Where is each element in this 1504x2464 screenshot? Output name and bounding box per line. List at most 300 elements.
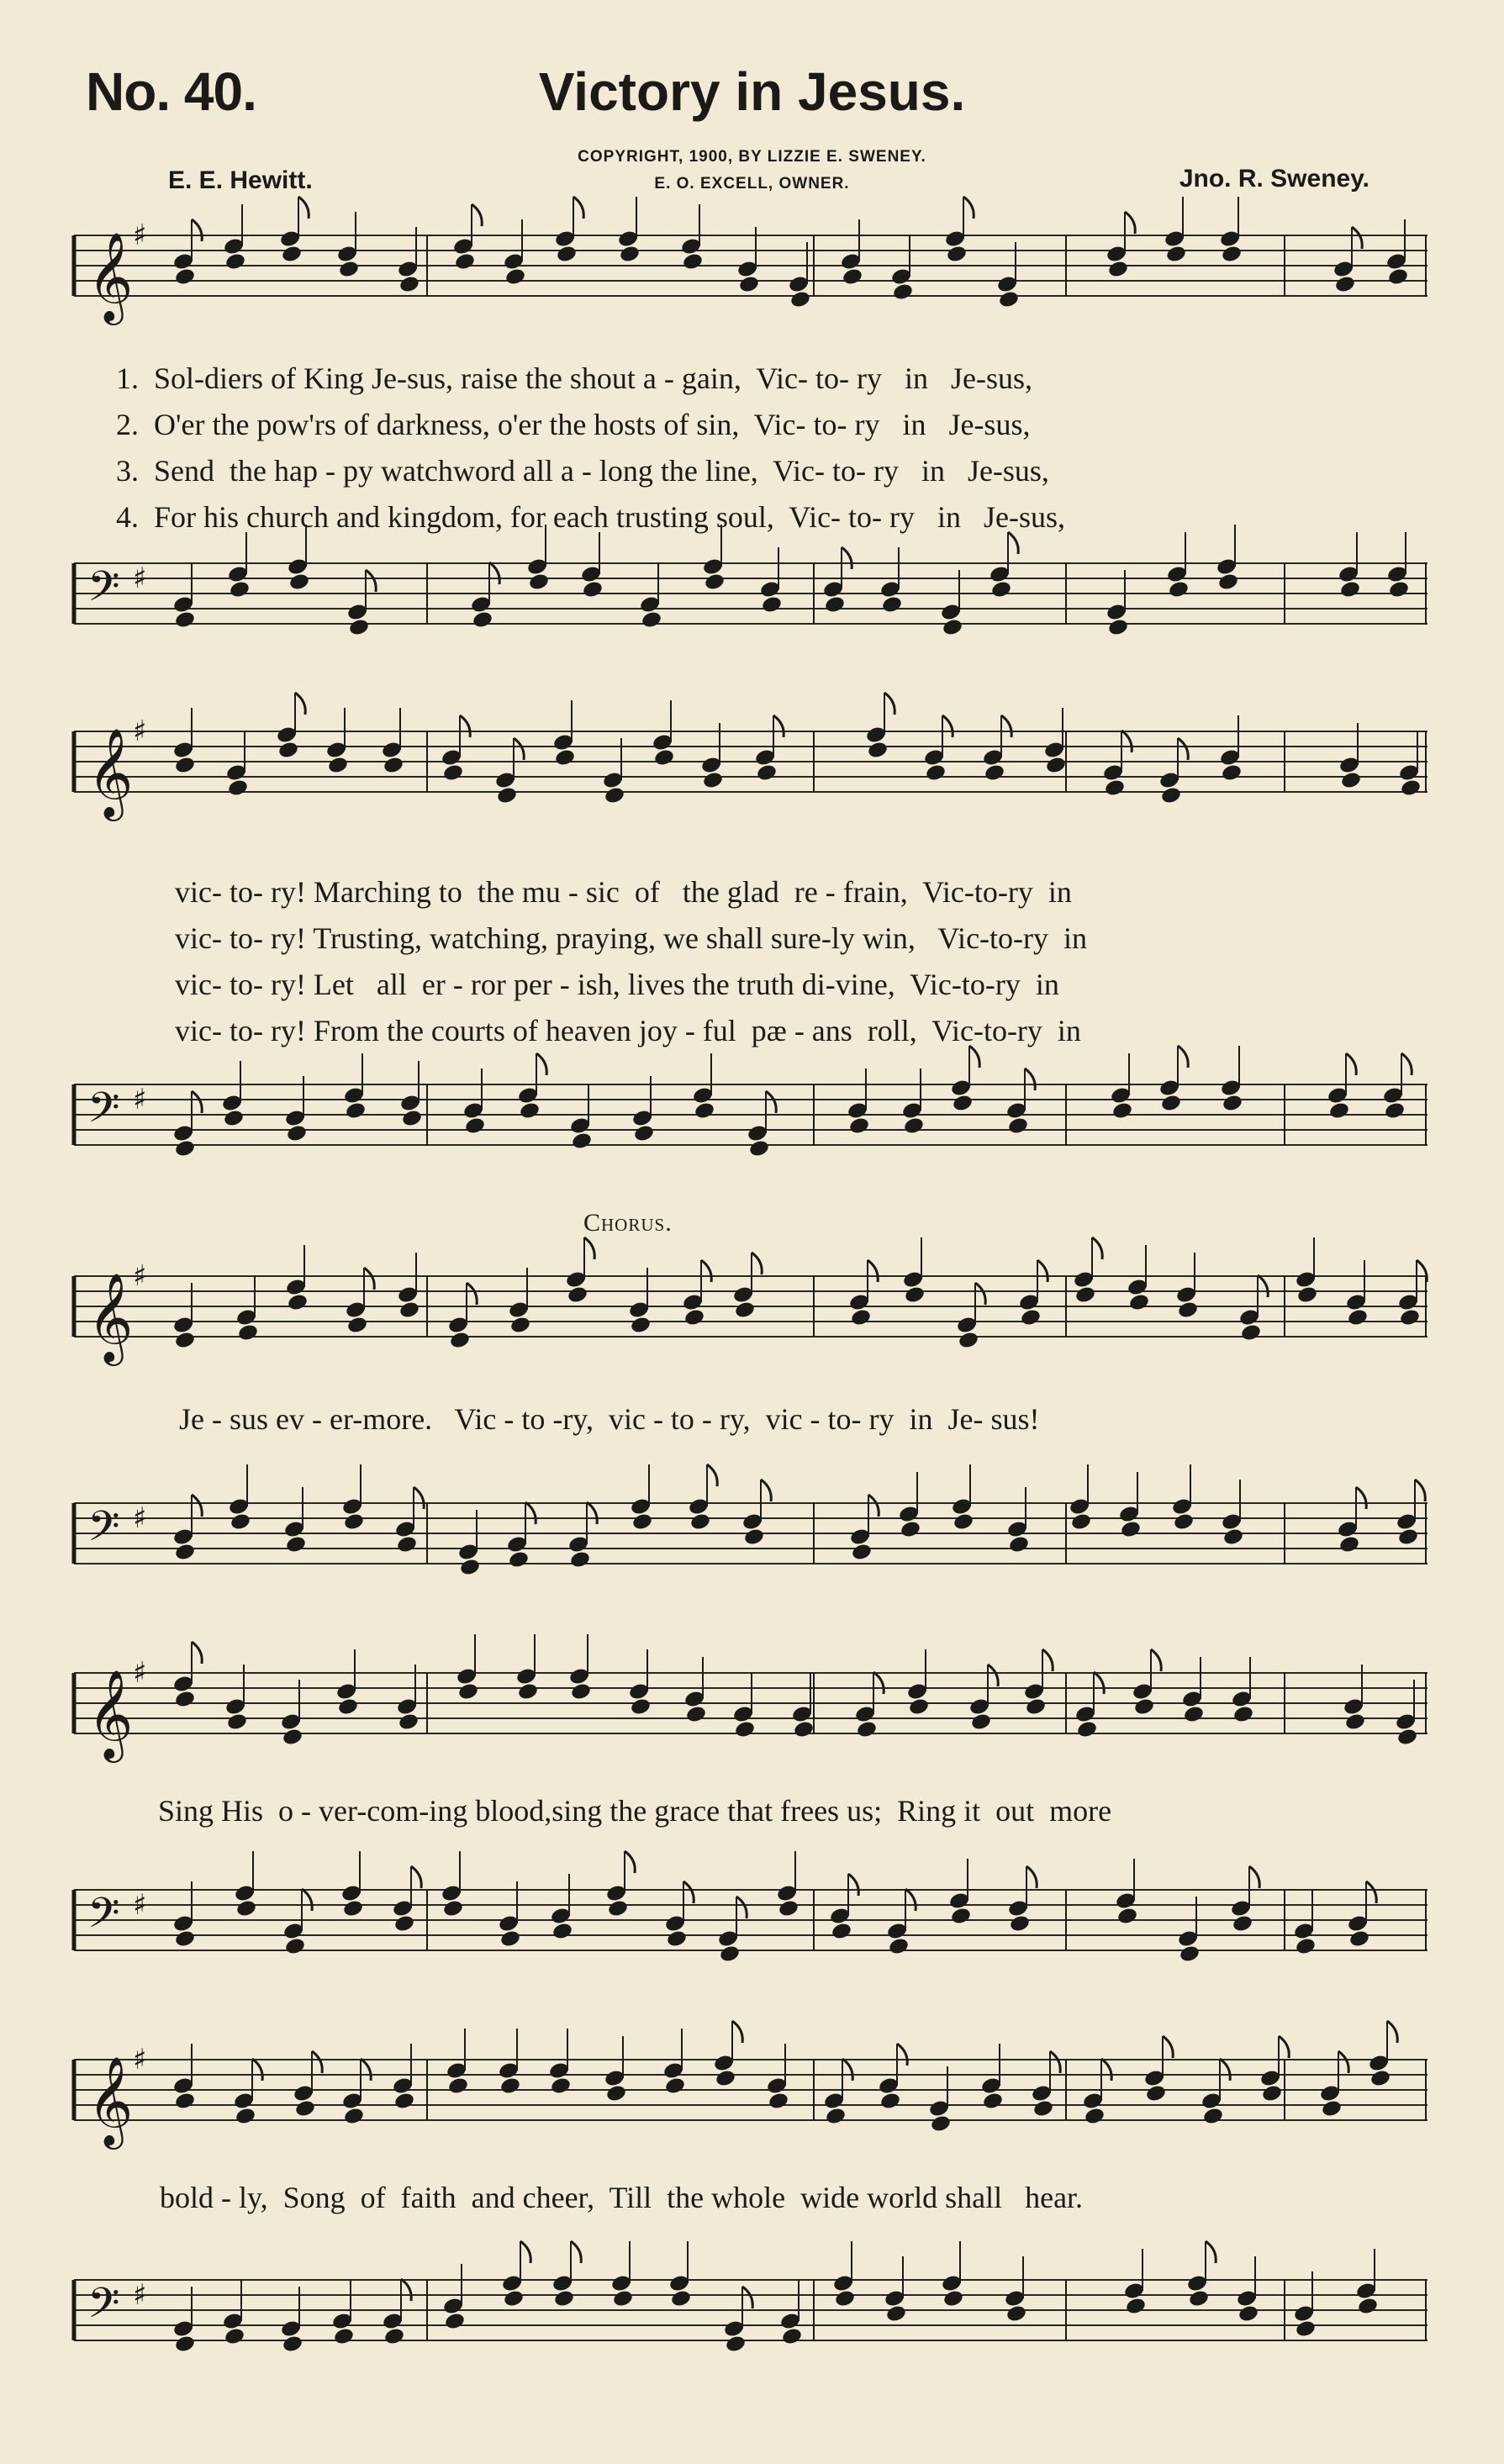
note-head [850,1308,872,1327]
note-head [464,1116,486,1136]
note-flag [295,693,305,715]
chorus-line-3: bold - ly, Song of faith and cheer, Till the whole wide world shall hear. [160,2181,1084,2214]
note-flag [1352,227,1362,249]
note-head [528,572,550,592]
note-flag [525,1502,536,1524]
note-head [1168,580,1190,599]
note-head [457,1682,479,1702]
note-head [237,1323,259,1343]
note-flag [701,1260,711,1282]
note-flag [472,204,482,226]
note-head [174,267,196,287]
verse-2-line-1: 2. O'er the pow'rs of darkness, o'er the hosts of sin, Vic- to- ry in Je-sus, [116,408,1031,441]
note-head [503,2289,525,2308]
note-head [1145,2084,1167,2103]
note-head [1295,2319,1317,2339]
note-head [1160,1094,1182,1113]
note-head [761,595,783,615]
note-head [472,610,493,630]
author-credit: E. E. Hewitt. [168,166,313,194]
note-head [282,1728,303,1747]
note-head [517,1682,539,1702]
note-flag [1001,715,1011,737]
note-head [1296,1285,1318,1305]
note-head [519,1101,541,1121]
treble-staff [74,1258,1427,1362]
note-head [224,2327,245,2346]
treble-staff [74,2042,1427,2145]
note-head [1074,1285,1096,1305]
note-head [715,2069,736,2088]
note-head [702,771,724,790]
note-head [1188,2289,1210,2308]
note-head [641,610,662,630]
chorus-line-1: Je - sus ev - er-more. Vic - to -ry, vic - to - ry, vic - to- ry in Je- sus! [179,1402,1040,1436]
note-head [499,2076,521,2096]
note-head [398,1301,420,1320]
note-head [447,2076,469,2096]
note-head [396,1535,418,1554]
note-flag [1042,1649,1053,1671]
note-flag [1008,532,1018,554]
note-head [958,1331,979,1350]
note-flag [1356,1487,1366,1509]
note-head [235,1899,257,1918]
note-head [930,2114,952,2134]
verse-1-line-1: 1. Sol-diers of King Je-sus, raise the shout a - gain, Vic- to- ry in Je-sus, [116,361,1033,395]
note-head [286,1124,308,1143]
note-flag [905,1889,916,1911]
treble-clef-icon: 𝄞 [87,727,134,817]
note-head [508,1550,530,1570]
note-head [454,252,476,272]
note-flag [411,1866,421,1888]
note-head [664,2076,686,2096]
note-head [904,1285,926,1305]
note-head [982,2092,1004,2111]
note-head [383,756,404,775]
note-flag [1220,2059,1230,2081]
note-flag [963,197,974,219]
note-head [970,1712,992,1732]
bass-staff [74,2271,1427,2364]
note-head [950,1907,972,1926]
note-flag [1101,2059,1111,2081]
note-head [1232,1705,1254,1724]
note-head [401,1109,423,1128]
bass-clef-icon: 𝄢 [87,2279,120,2338]
verse-2-line-2: vic- to- ry! Trusting, watching, praying, we shall sure-ly win, Vic-to-ry in [175,921,1088,955]
sharp-icon: ♯ [133,1655,147,1690]
note-head [509,1316,531,1335]
note-flag [766,1091,776,1113]
note-head [571,1132,593,1151]
bass-staff [74,1076,1427,1169]
note-head [683,1308,705,1327]
note-head [885,2304,907,2324]
note-head [900,1520,921,1539]
chorus-line-2: Sing His o - ver-com-ing blood,sing the grace that frees us; Ring it out more [158,1794,1112,1828]
note-head [444,2312,466,2331]
sharp-icon: ♯ [133,561,147,595]
note-flag [1279,2036,1289,2058]
note-flag [1025,1068,1035,1090]
note-head [338,260,360,279]
note-head [1202,2107,1224,2126]
note-head [174,1139,196,1158]
note-head [285,1535,307,1554]
note-head [224,252,246,272]
note-head [942,618,963,637]
note-head [630,1697,652,1717]
note-flag [302,1889,312,1911]
hymn-title: Victory in Jesus. [538,61,966,122]
note-flag [1151,1649,1161,1671]
note-head [1221,763,1243,783]
note-head [1340,771,1362,790]
note-head [856,1720,878,1739]
treble-clef-icon: 𝄞 [87,2055,134,2145]
note-flag [975,1283,985,1305]
note-head [1240,1323,1262,1343]
note-flag [1346,1053,1356,1075]
note-flag [192,219,202,241]
note-flag [742,2287,752,2308]
note-head [1338,1535,1360,1554]
note-head [223,1109,245,1128]
sharp-icon: ♯ [133,1082,147,1116]
note-head [1008,1535,1030,1554]
note-head [851,1543,873,1562]
note-flag [1338,2051,1348,2073]
note-head [1009,1914,1031,1934]
note-head [1347,1308,1369,1327]
note-head [383,2327,405,2346]
note-head [1183,1705,1205,1724]
note-head [1032,2099,1054,2118]
note-head [1160,786,1182,805]
note-flag [414,1487,424,1509]
note-flag [460,715,470,737]
note-head [834,2289,856,2308]
note-head [393,2092,415,2111]
note-head [459,1558,481,1577]
note-head [342,1899,364,1918]
bass-staff [74,1881,1427,1974]
verse-3-line-1: 3. Send the hap - py watchword all a - long the line, Vic- to- ry in Je-sus, [116,454,1049,488]
note-head [633,1124,655,1143]
note-head [824,595,846,615]
verse-1-line-2: vic- to- ry! Marching to the mu - sic of the glad re - frain, Vic-to-ry in [175,875,1072,909]
note-head [984,763,1005,783]
note-head [685,1705,707,1724]
note-flag [298,197,309,219]
note-head [496,786,518,805]
sharp-icon: ♯ [133,2277,147,2312]
note-head [449,1331,471,1350]
note-head [1111,1101,1133,1121]
note-flag [1026,1866,1037,1888]
note-head [1005,2304,1027,2324]
note-head [174,2092,196,2111]
note-head [1165,245,1187,264]
note-head [607,1899,629,1918]
note-head [998,290,1020,309]
note-flag [761,1480,771,1501]
note-flag [1163,2036,1173,2058]
note-head [605,2084,627,2103]
note-flag [366,570,376,592]
verse-3-line-2: vic- to- ry! Let all er - ror per - ish, lives the truth di-vine, Vic-to-ry in [175,968,1059,1001]
note-head [345,1101,367,1121]
note-head [282,2335,303,2354]
note-head [831,1922,852,1941]
composer-credit: Jno. R. Sweney. [1179,165,1369,193]
note-head [881,595,903,615]
hymn-number: No. 40. [86,61,256,122]
music-system-4 [74,1655,1427,1984]
note-head [343,1512,365,1532]
note-head [1339,580,1361,599]
note-head [789,290,811,309]
note-head [227,778,249,798]
note-head [1007,1116,1029,1136]
note-head [1084,2107,1106,2126]
treble-staff [74,714,1427,817]
note-head [990,580,1012,599]
music-system-1 [74,218,1427,656]
note-head [888,1937,910,1956]
note-head [327,756,349,775]
note-head [1396,1728,1418,1747]
note-flag [1401,1053,1412,1075]
note-flag [571,2241,581,2263]
verse-4-line-2: vic- to- ry! From the courts of heaven joy - ful pæ - ans roll, Vic-to-ry in [175,1014,1081,1047]
note-flag [192,1091,202,1113]
note-head [1232,1914,1253,1934]
note-head [781,2327,803,2346]
note-flag [514,738,524,760]
note-head [1020,1308,1042,1327]
note-head [1217,572,1239,592]
treble-staff [74,1655,1427,1759]
note-head [230,1512,251,1532]
note-head [1120,1520,1142,1539]
note-head [653,748,675,768]
note-head [551,1922,573,1941]
note-head [946,245,968,264]
note-head [174,1543,196,1562]
note-head [174,756,196,775]
note-head [1133,1697,1155,1717]
note-head [337,1697,359,1717]
note-head [1384,1101,1406,1121]
chorus-label: Chorus. [583,1209,673,1237]
note-flag [192,1495,202,1517]
note-head [550,2076,572,2096]
note-flag [884,693,894,715]
note-head [734,1301,756,1320]
note-flag [868,1260,878,1282]
bass-staff [74,1495,1427,1587]
music-system-3 [74,1258,1427,1587]
note-head [348,618,370,637]
note-flag [1258,1275,1268,1297]
note-flag [1092,1237,1102,1259]
note-head [567,1285,588,1305]
note-flag [536,1053,546,1075]
note-head [1107,260,1129,279]
note-head [748,1139,770,1158]
note-flag [1037,1260,1048,1282]
note-head [630,1316,652,1335]
note-head [619,245,641,264]
note-head [569,1550,591,1570]
note-flag [1415,1480,1425,1501]
note-head [738,275,760,294]
note-head [1222,1094,1243,1113]
copyright-line: COPYRIGHT, 1900, BY LIZZIE E. SWENEY. [578,148,926,166]
note-flag [1206,2241,1216,2263]
bass-clef-icon: 𝄢 [87,562,120,621]
note-head [570,1682,592,1702]
note-head [631,1512,653,1532]
note-head [719,1944,741,1964]
note-flag [842,2059,852,2081]
note-flag [467,1283,477,1305]
note-head [1076,1720,1098,1739]
note-head [235,2107,256,2126]
bass-staff [74,555,1427,647]
note-head [343,2107,365,2126]
note-head [1397,1527,1419,1547]
note-flag [683,1881,694,1903]
bass-clef-icon: 𝄢 [87,1502,120,1561]
note-head [333,2327,355,2346]
note-head [1070,1512,1092,1532]
note-flag [969,1046,979,1068]
note-flag [848,1874,858,1896]
note-head [294,2099,316,2118]
treble-clef-icon: 𝄞 [87,231,134,321]
note-head [582,580,604,599]
note-flag [732,2021,742,2043]
note-head [867,741,889,760]
note-flag [1387,2021,1397,2043]
note-head [1295,1937,1317,1956]
note-head [1334,275,1356,294]
music-system-5 [74,2042,1427,2404]
note-head [1128,1293,1150,1312]
note-flag [988,1665,998,1686]
note-head [908,1697,930,1717]
note-head [346,1316,368,1335]
music-system-2 [74,714,1427,1177]
note-head [1348,1929,1370,1949]
note-head [743,1527,765,1547]
note-head [670,2289,692,2308]
note-head [1125,2297,1147,2316]
note-head [1107,618,1129,637]
note-head [174,2335,196,2354]
note-head [1388,580,1410,599]
note-head [612,2289,634,2308]
note-head [174,610,196,630]
note-head [848,1116,870,1136]
note-head [756,763,778,783]
note-head [277,741,299,760]
copyright-owner: E. O. EXCELL, OWNER. [654,175,850,193]
treble-clef-icon: 𝄞 [87,1272,134,1362]
note-flag [1050,2051,1060,2073]
bass-clef-icon: 𝄢 [87,1084,120,1142]
note-flag [752,1253,762,1274]
note-flag [489,562,499,584]
note-head [1104,778,1126,798]
treble-staff [74,218,1427,321]
note-head [925,763,947,783]
note-head [952,1094,974,1113]
note-flag [707,1464,717,1486]
sharp-icon: ♯ [133,1501,147,1535]
note-flag [1178,738,1188,760]
note-flag [192,1642,202,1664]
note-head [174,1929,196,1949]
note-head [903,1116,925,1136]
note-flag [1125,212,1135,234]
note-flag [312,2051,322,2073]
note-head [554,748,576,768]
note-head [1344,1712,1366,1732]
note-head [682,252,704,272]
sharp-icon: ♯ [133,218,147,252]
note-head [689,1512,711,1532]
note-head [442,763,464,783]
note-head [556,245,578,264]
note-head [666,1929,688,1949]
note-head [778,1899,799,1918]
note-flag [842,547,852,569]
note-head [1116,1907,1138,1926]
note-head [1221,245,1243,264]
note-flag [873,1672,884,1694]
note-head [174,1690,196,1709]
treble-clef-icon: 𝄞 [87,1669,134,1759]
note-flag [1094,1672,1104,1694]
note-head [892,282,914,302]
note-head [842,267,863,287]
note-head [825,2107,847,2126]
sharp-icon: ♯ [133,714,147,748]
note-flag [361,2059,371,2081]
note-flag [1121,731,1132,752]
note-head [734,1720,756,1739]
note-head [226,1712,248,1732]
note-flag [773,715,784,737]
note-head [1400,778,1422,798]
note-head [1369,2069,1391,2088]
note-head [398,275,420,294]
note-head [942,2289,964,2308]
note-head [1045,756,1067,775]
note-head [284,1937,306,1956]
note-flag [584,1237,594,1259]
note-head [504,267,526,287]
sharp-icon: ♯ [133,1258,147,1293]
note-head [281,245,303,264]
note-head [398,1712,420,1732]
sharp-icon: ♯ [133,2042,147,2076]
